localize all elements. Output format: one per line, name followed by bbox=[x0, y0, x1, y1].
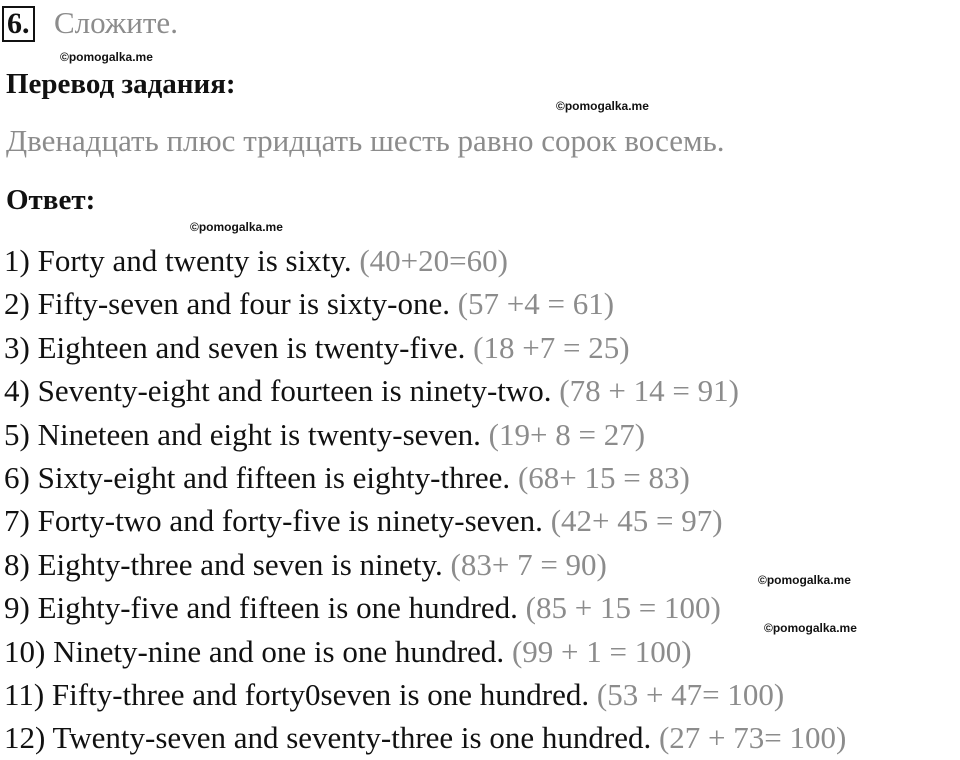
answer-calc: (85 + 15 = 100) bbox=[525, 590, 721, 626]
translation-heading: Перевод задания: bbox=[6, 68, 236, 100]
answer-line bbox=[4, 716, 846, 759]
answer-line bbox=[4, 499, 846, 542]
answer-line bbox=[4, 326, 846, 369]
watermark: ©pomogalka.me bbox=[60, 50, 153, 64]
answer-calc: (83+ 7 = 90) bbox=[450, 546, 607, 582]
answer-text: 8) Eighty-three and seven is ninety. bbox=[4, 546, 443, 582]
watermark: ©pomogalka.me bbox=[764, 621, 857, 635]
answer-line bbox=[4, 673, 846, 716]
answer-line bbox=[4, 239, 846, 282]
answer-line bbox=[4, 586, 846, 629]
answer-text: 11) Fifty-three and forty0seven is one hundred. bbox=[4, 676, 590, 712]
answer-text: 2) Fifty-seven and four is sixty-one. bbox=[4, 286, 450, 322]
watermark: ©pomogalka.me bbox=[556, 99, 649, 113]
watermark: ©pomogalka.me bbox=[190, 220, 283, 234]
translation-text: Двенадцать плюс тридцать шесть равно сорок восемь. bbox=[6, 123, 725, 158]
answer-calc: (53 + 47= 100) bbox=[596, 676, 785, 712]
answer-heading: Ответ: bbox=[6, 184, 96, 216]
answer-calc: (57 +4 = 61) bbox=[457, 286, 615, 322]
answer-line bbox=[4, 282, 846, 325]
answer-calc: (99 + 1 = 100) bbox=[511, 633, 692, 669]
watermark: ©pomogalka.me bbox=[758, 573, 851, 587]
answer-text: 6) Sixty-eight and fifteen is eighty-three. bbox=[4, 459, 511, 495]
answer-calc: (42+ 45 = 97) bbox=[550, 503, 723, 539]
answer-line bbox=[4, 630, 846, 673]
answer-text: 1) Forty and twenty is sixty. bbox=[4, 243, 352, 278]
answer-text: 12) Twenty-seven and seventy-three is one hundred. bbox=[4, 720, 652, 756]
answer-calc: (78 + 14 = 91) bbox=[559, 373, 739, 409]
answer-line bbox=[4, 543, 846, 586]
answer-line bbox=[4, 413, 846, 456]
task-title: Сложите. bbox=[54, 5, 178, 40]
answer-text: 5) Nineteen and eight is twenty-seven. bbox=[4, 416, 481, 452]
answer-list bbox=[4, 239, 846, 760]
answer-calc: (18 +7 = 25) bbox=[473, 329, 630, 365]
answer-line bbox=[4, 456, 846, 499]
answer-text: 10) Ninety-nine and one is one hundred. bbox=[4, 633, 505, 669]
answer-text: 9) Eighty-five and fifteen is one hundred. bbox=[4, 590, 518, 626]
answer-text: 4) Seventy-eight and fourteen is ninety-two. bbox=[4, 373, 552, 409]
task-number: 6. bbox=[2, 6, 35, 42]
answer-calc: (19+ 8 = 27) bbox=[488, 416, 646, 452]
answer-calc: (40+20=60) bbox=[359, 243, 508, 278]
answer-calc: (27 + 73= 100) bbox=[658, 720, 847, 756]
answer-line bbox=[4, 369, 846, 412]
answer-text: 7) Forty-two and forty-five is ninety-seven. bbox=[4, 503, 543, 539]
answer-calc: (68+ 15 = 83) bbox=[517, 459, 690, 495]
answer-text: 3) Eighteen and seven is twenty-five. bbox=[4, 329, 466, 365]
